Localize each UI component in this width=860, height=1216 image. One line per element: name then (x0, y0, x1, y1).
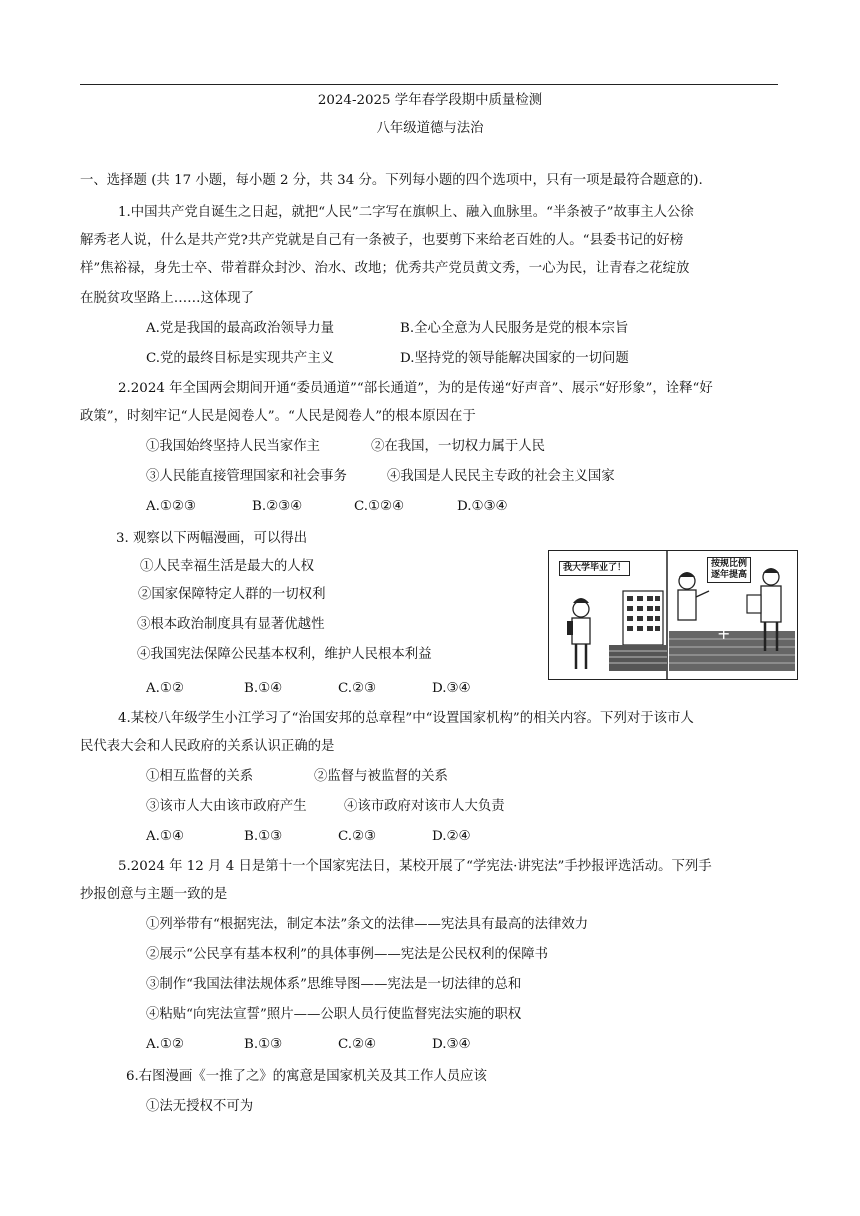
q3-stem: 3. 观察以下两幅漫画，可以得出 (116, 531, 308, 546)
q1-line: 解秀老人说，什么是共产党?共产党就是自己有一条被子，也要剪下来给老百姓的人。“县委书记的好榜 (80, 233, 684, 248)
q6-statement-1: ①法无授权不可为 (146, 1099, 254, 1114)
q5-option-b: B.①③ (244, 1037, 283, 1052)
q4-statement-1: ①相互监督的关系 (146, 769, 254, 784)
q2-option-c: C.①②④ (354, 499, 405, 514)
q3-statement-2: ②国家保障特定人群的一切权利 (138, 587, 326, 602)
q1-option-d: D.坚持党的领导能解决国家的一切问题 (400, 351, 629, 366)
q3-option-c: C.②③ (338, 681, 377, 696)
q4-statement-3: ③该市人大由该市政府产生 (146, 799, 307, 814)
q5-statement-1: ①列举带有“根据宪法，制定本法”条文的法律——宪法具有最高的法律效力 (146, 917, 589, 932)
q1-option-c: C.党的最终目标是实现共产主义 (146, 351, 335, 366)
q2-option-a: A.①②③ (146, 499, 196, 514)
q3-statement-3: ③根本政治制度具有显著优越性 (137, 617, 325, 632)
cartoon-right-bubble-line-1: 按规比例 (711, 559, 748, 569)
q4-option-d: D.②④ (432, 829, 471, 844)
q3-option-a: A.①② (146, 681, 184, 696)
q2-statement-2: ②在我国，一切权力属于人民 (371, 439, 546, 454)
q5-option-c: C.②④ (338, 1037, 377, 1052)
q5-statement-4: ④粘贴“向宪法宣誓”照片——公职人员行使监督宪法实施的职权 (146, 1007, 522, 1022)
q2-statement-4: ④我国是人民民主专政的社会主义国家 (387, 469, 615, 484)
section-heading: 一、选择题 (共 17 小题，每小题 2 分，共 34 分。下列每小题的四个选项中，只有一项是最符合题意的). (80, 173, 703, 188)
q1-line: 样”焦裕禄，身先士卒、带着群众封沙、治水、改地；优秀共产党员黄文秀，一心为民，让青春之花绽放 (80, 261, 690, 276)
q4-option-a: A.①④ (146, 829, 184, 844)
cartoon-right-bubble (707, 557, 751, 583)
q2-statement-1: ①我国始终坚持人民当家作主 (146, 439, 321, 454)
q5-statement-2: ②展示“公民享有基本权利”的具体事例——宪法是公民权利的保障书 (146, 947, 549, 962)
q6-stem: 6.右图漫画《一推了之》的寓意是国家机关及其工作人员应该 (126, 1069, 487, 1084)
q2-line: 政策”，时刻牢记“人民是阅卷人”。“人民是阅卷人”的根本原因在于 (80, 409, 476, 424)
q2-statement-3: ③人民能直接管理国家和社会事务 (146, 469, 347, 484)
q5-option-d: D.③④ (432, 1037, 471, 1052)
q4-option-c: C.②③ (338, 829, 377, 844)
q3-cartoon (548, 550, 798, 680)
q4-statement-4: ④该市政府对该市人大负责 (344, 799, 505, 814)
q2-option-b: B.②③④ (252, 499, 303, 514)
q5-line: 抄报创意与主题一致的是 (80, 887, 228, 902)
q4-line: 民代表大会和人民政府的关系认识正确的是 (80, 739, 335, 754)
q3-option-b: B.①④ (244, 681, 283, 696)
q3-statement-1: ①人民幸福生活是最大的人权 (140, 559, 315, 574)
q5-option-a: A.①② (146, 1037, 184, 1052)
q5-statement-3: ③制作“我国法律法规体系”思维导图——宪法是一切法律的总和 (146, 977, 522, 992)
svg-text:+: + (717, 624, 731, 643)
q2-line: 2.2024 年全国两会期间开通“委员通道”“部长通道”，为的是传递“好声音”、展示“好形象”，诠释“好 (118, 381, 713, 396)
cartoon-right-bubble-line-2: 逐年提高 (711, 570, 748, 580)
q2-option-d: D.①③④ (457, 499, 508, 514)
q5-line: 5.2024 年 12 月 4 日是第十一个国家宪法日，某校开展了“学宪法·讲宪法”手抄报评选活动。下列手 (118, 859, 712, 874)
q3-statement-4: ④我国宪法保障公民基本权利，维护人民根本利益 (137, 647, 432, 662)
cartoon-left-bubble: 我大学毕业了！ (559, 561, 630, 576)
q3-option-d: D.③④ (432, 681, 471, 696)
q1-option-a: A.党是我国的最高政治领导力量 (146, 321, 335, 336)
header-rule (80, 84, 778, 85)
q1-option-b: B.全心全意为人民服务是党的根本宗旨 (400, 321, 629, 336)
q4-statement-2: ②监督与被监督的关系 (314, 769, 448, 784)
exam-subtitle: 八年级道德与法治 (376, 121, 484, 136)
q4-line: 4.某校八年级学生小江学习了“治国安邦的总章程”中“设置国家机构”的相关内容。下列对于该市人 (118, 711, 694, 726)
q1-line: 在脱贫攻坚路上……这体现了 (80, 291, 255, 306)
q4-option-b: B.①③ (244, 829, 283, 844)
q1-line: 1.中国共产党自诞生之日起，就把“人民”二字写在旗帜上、融入血脉里。“半条被子”故事主人公徐 (118, 205, 694, 220)
exam-title: 2024-2025 学年春学段期中质量检测 (317, 93, 543, 108)
